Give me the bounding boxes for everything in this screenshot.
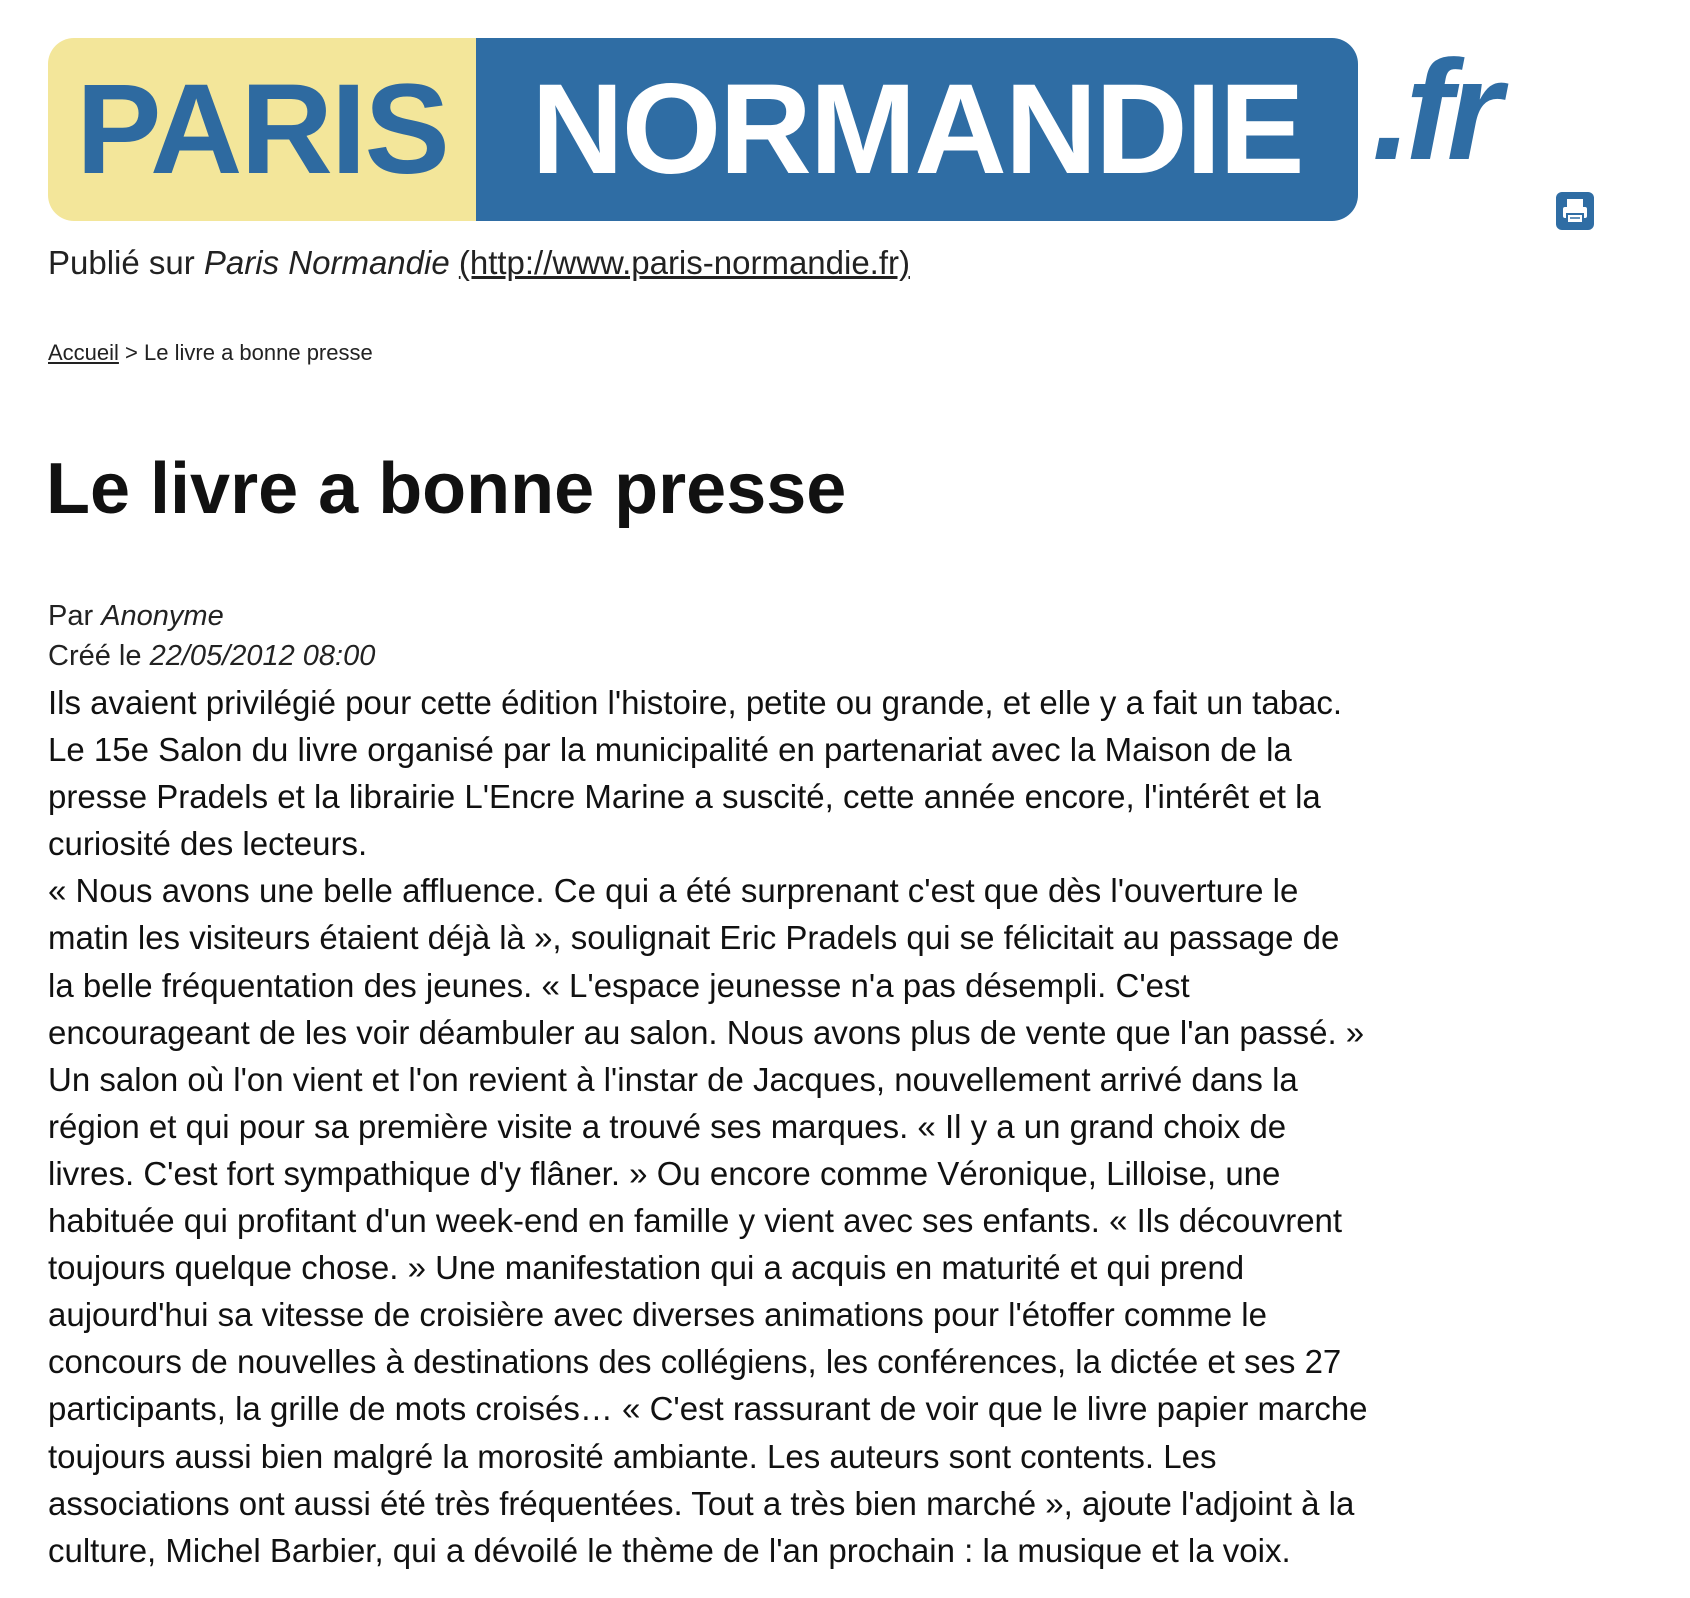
article-line: concours de nouvelles à destinations des collégiens, les conférences, la dictée et ses 27 xyxy=(48,1343,1342,1381)
breadcrumb-separator: > xyxy=(125,340,138,365)
source-prefix: Publié sur xyxy=(48,244,195,281)
article-body xyxy=(48,679,1648,1574)
article-line: presse Pradels et la librairie L'Encre Marine a suscité, cette année encore, l'intérêt et la xyxy=(48,778,1321,816)
article-line: aujourd'hui sa vitesse de croisière avec diverses animations pour l'étoffer comme le xyxy=(48,1296,1267,1334)
author-label: Par xyxy=(48,600,94,632)
article-line: Le 15e Salon du livre organisé par la municipalité en partenariat avec la Maison de la xyxy=(48,731,1292,769)
source-url-link[interactable]: (http://www.paris-normandie.fr) xyxy=(458,244,910,281)
article-line: matin les visiteurs étaient déjà là », soulignait Eric Pradels qui se félicitait au passage de xyxy=(48,919,1340,957)
article-meta xyxy=(48,596,375,676)
article-line: encourageant de les voir déambuler au salon. Nous avons plus de vente que l'an passé. » xyxy=(48,1013,1365,1051)
created-line xyxy=(48,636,375,676)
article-line: « Nous avons une belle affluence. Ce qui a été surprenant c'est que dès l'ouverture le xyxy=(48,872,1299,910)
author-line xyxy=(48,596,375,636)
breadcrumb-current: Le livre a bonne presse xyxy=(144,340,373,365)
article-line: participants, la grille de mots croisés… « C'est rassurant de voir que le livre papier marche xyxy=(48,1390,1368,1428)
breadcrumb-home-link[interactable]: Accueil xyxy=(48,340,119,365)
article-line: région et qui pour sa première visite a trouvé ses marques. « Il y a un grand choix de xyxy=(48,1107,1287,1145)
article-line: associations ont aussi été très fréquentées. Tout a très bien marché », ajoute l'adjoint à la xyxy=(48,1484,1355,1522)
site-logo[interactable] xyxy=(48,38,1358,221)
article-line: Un salon où l'on vient et l'on revient à l'instar de Jacques, nouvellement arrivé dans la xyxy=(48,1060,1298,1098)
logo-tld: .fr xyxy=(1372,31,1496,190)
article-line: Ils avaient privilégié pour cette édition l'histoire, petite ou grande, et elle y a fait un tabac. xyxy=(48,684,1343,721)
logo-normandie: NORMANDIE xyxy=(476,38,1358,221)
article-line: la belle fréquentation des jeunes. « L'espace jeunesse n'a pas désempli. C'est xyxy=(48,966,1190,1004)
source-publication: Paris Normandie xyxy=(203,244,450,281)
created-date: 22/05/2012 08:00 xyxy=(149,640,376,672)
article-line: curiosité des lecteurs. xyxy=(48,825,368,863)
breadcrumb xyxy=(48,340,373,366)
article-line: culture, Michel Barbier, qui a dévoilé le thème de l'an prochain : la musique et la voix. xyxy=(48,1531,1291,1569)
article-title: Le livre a bonne presse xyxy=(46,449,847,529)
article-line: livres. C'est fort sympathique d'y flâner. » Ou encore comme Véronique, Lilloise, une xyxy=(48,1154,1281,1192)
print-icon[interactable] xyxy=(1556,192,1594,230)
created-label: Créé le xyxy=(48,640,142,672)
logo-paris: PARIS xyxy=(48,38,476,221)
source-line xyxy=(48,244,910,282)
article-line: toujours quelque chose. » Une manifestation qui a acquis en maturité et qui prend xyxy=(48,1249,1245,1287)
author-name: Anonyme xyxy=(101,600,224,632)
article-line: toujours aussi bien malgré la morosité ambiante. Les auteurs sont contents. Les xyxy=(48,1437,1217,1475)
article-line: habituée qui profitant d'un week-end en famille y vient avec ses enfants. « Ils découvrent xyxy=(48,1202,1343,1240)
